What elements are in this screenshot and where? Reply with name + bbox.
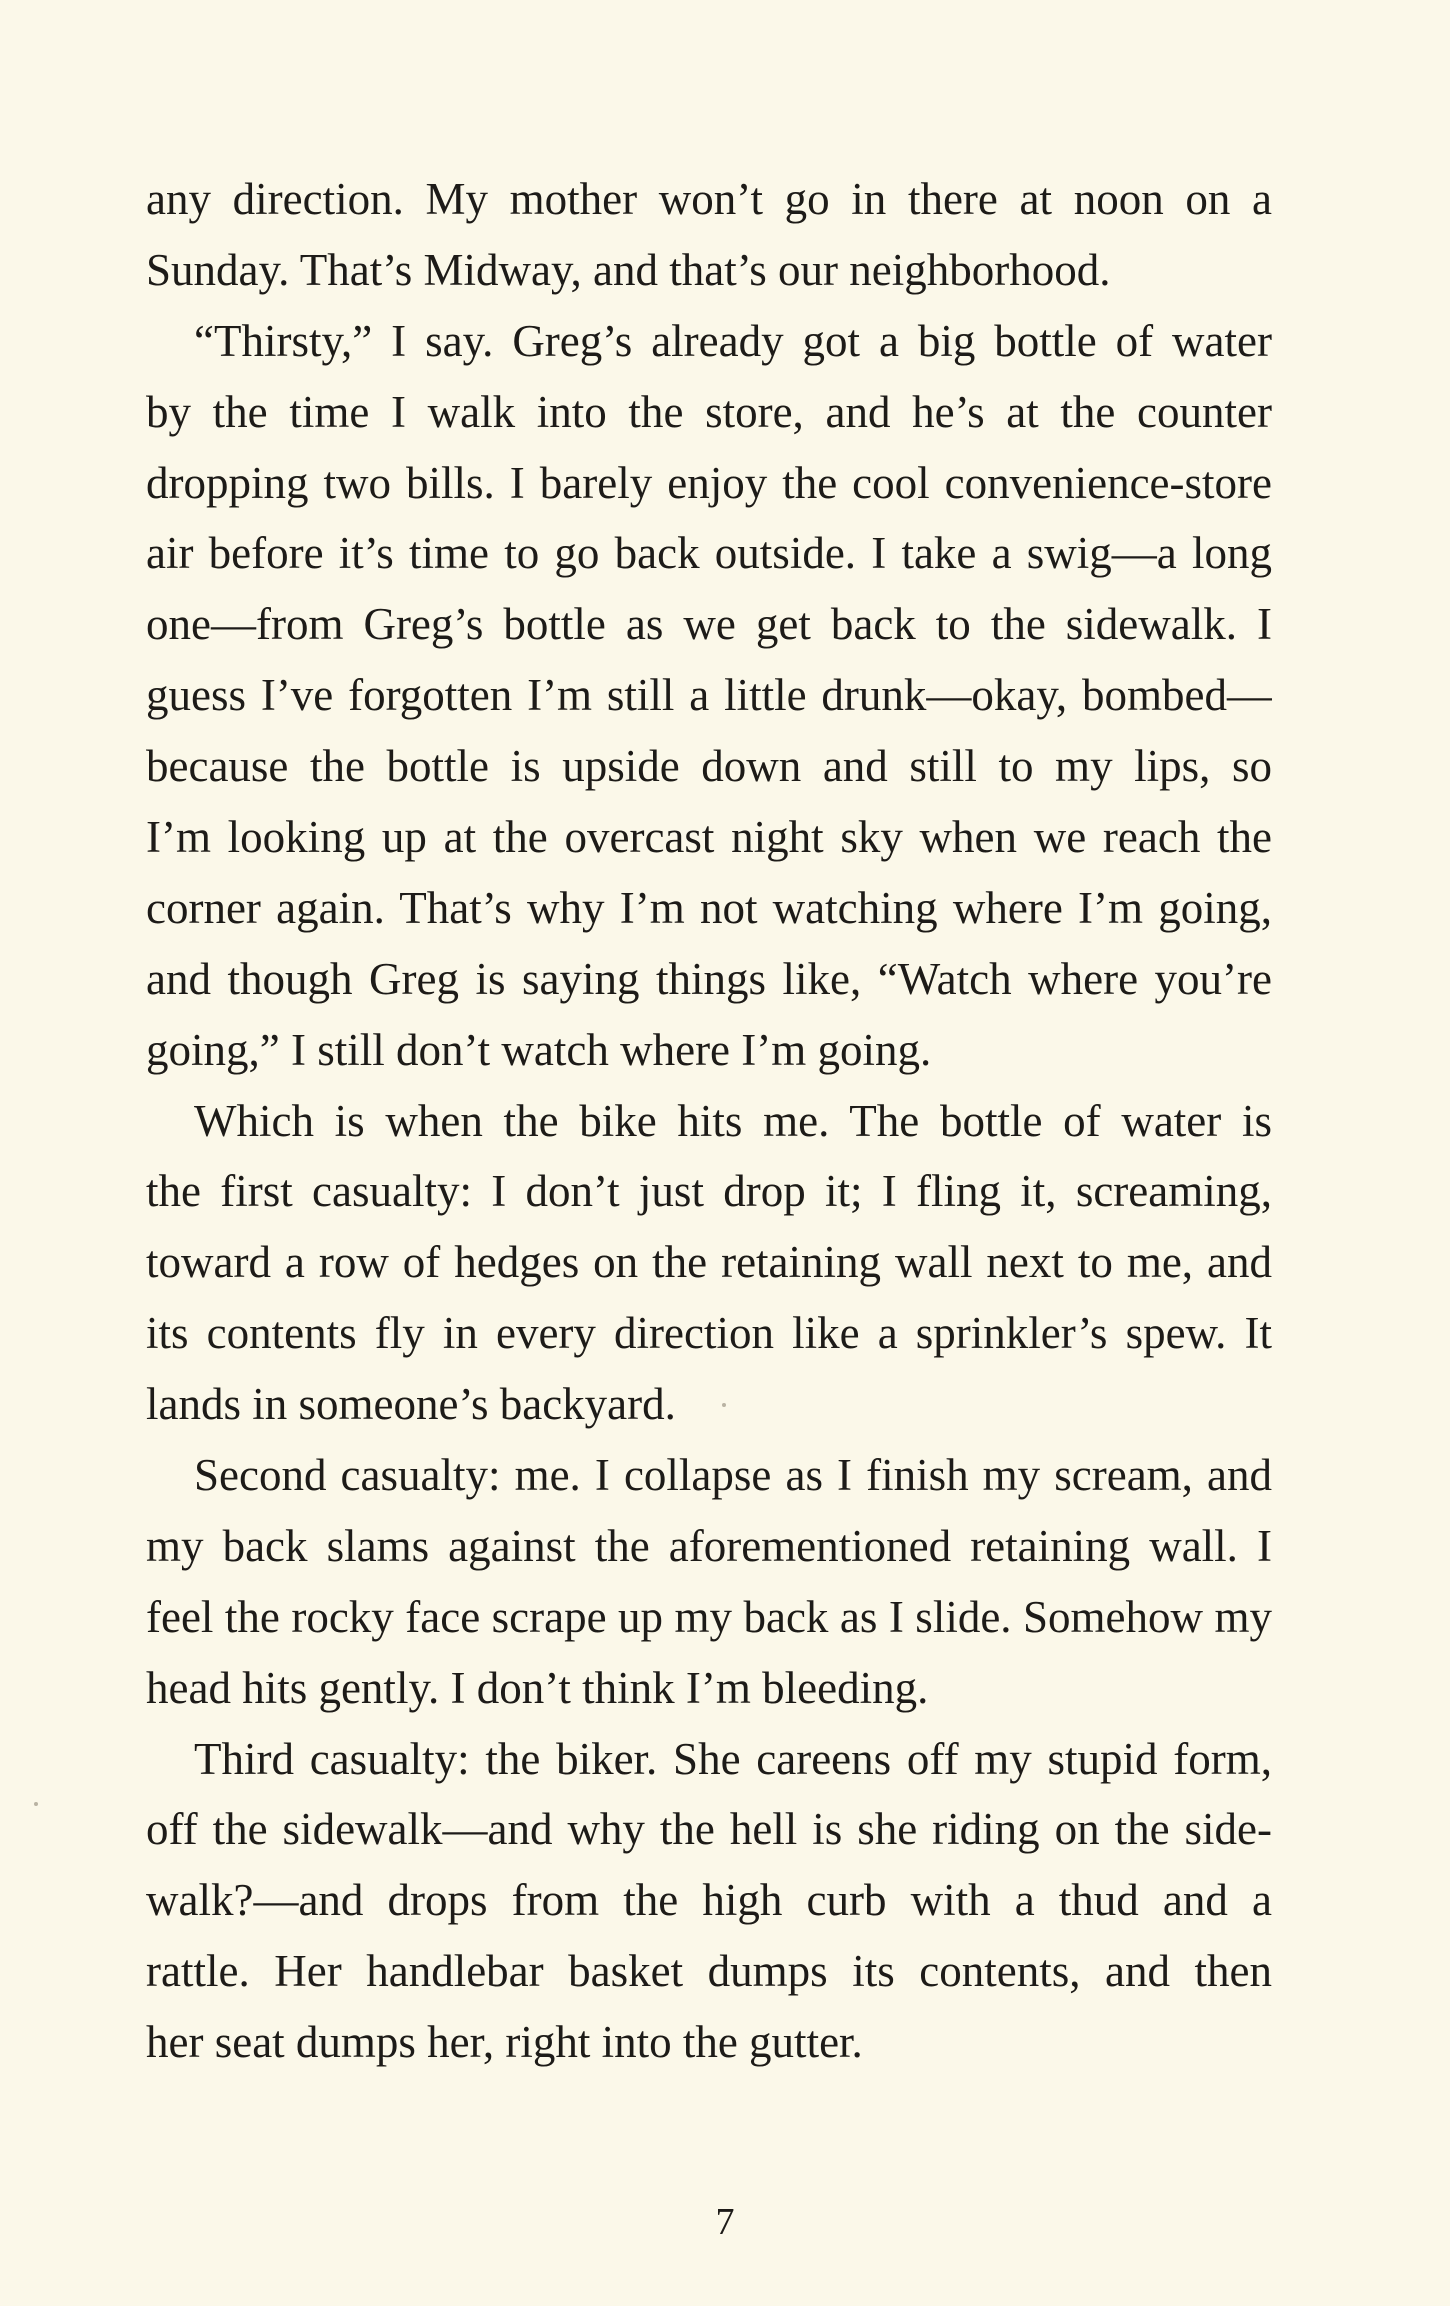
text-line: “Thirsty,” I say. Greg’s already got a big bottle of water — [194, 315, 1272, 366]
text-line: my back slams against the aforementioned retaining wall. I — [146, 1520, 1272, 1571]
text-line: Third casualty: the biker. She careens off my stupid form, — [194, 1733, 1272, 1784]
text-line: her seat dumps her, right into the gutter. — [146, 2017, 863, 2068]
text-line: the first casualty: I don’t just drop it; I fling it, screaming, — [146, 1166, 1272, 1217]
paper-speck — [722, 1403, 726, 1407]
text-line: and though Greg is saying things like, “Watch where you’re — [146, 953, 1272, 1004]
text-line: I’m looking up at the overcast night sky when we reach the — [146, 812, 1272, 863]
body-text — [146, 164, 1272, 2078]
text-line: feel the rocky face scrape up my back as I slide. Somehow my — [146, 1591, 1272, 1642]
text-line: air before it’s time to go back outside. I take a swig—a long — [146, 528, 1272, 579]
text-line: corner again. That’s why I’m not watching where I’m going, — [146, 882, 1272, 933]
text-line: because the bottle is upside down and still to my lips, so — [146, 741, 1272, 792]
text-line: head hits gently. I don’t think I’m bleeding. — [146, 1662, 929, 1713]
text-line: Second casualty: me. I collapse as I finish my scream, and — [194, 1450, 1272, 1501]
text-line: going,” I still don’t watch where I’m going. — [146, 1024, 932, 1075]
text-line: by the time I walk into the store, and he’s at the counter — [146, 386, 1272, 437]
text-line: Which is when the bike hits me. The bottle of water is — [194, 1095, 1272, 1146]
text-line: its contents fly in every direction like a sprinkler’s spew. It — [146, 1308, 1272, 1359]
text-line: walk?—and drops from the high curb with a thud and a — [146, 1875, 1272, 1926]
text-line: toward a row of hedges on the retaining wall next to me, and — [146, 1237, 1272, 1288]
paper-speck — [34, 1802, 38, 1806]
text-line: one—from Greg’s bottle as we get back to the sidewalk. I — [146, 599, 1272, 650]
text-line: off the sidewalk—and why the hell is she riding on the side- — [146, 1804, 1272, 1855]
text-line: guess I’ve forgotten I’m still a little drunk—okay, bombed— — [146, 670, 1272, 721]
text-line: lands in someone’s backyard. — [146, 1379, 676, 1430]
text-line: Sunday. That’s Midway, and that’s our neighborhood. — [146, 244, 1111, 295]
text-line: any direction. My mother won’t go in there at noon on a — [146, 174, 1272, 224]
text-line: dropping two bills. I barely enjoy the cool convenience-store — [146, 457, 1272, 508]
text-line: rattle. Her handlebar basket dumps its contents, and then — [146, 1946, 1272, 1997]
page-number: 7 — [715, 2201, 735, 2243]
